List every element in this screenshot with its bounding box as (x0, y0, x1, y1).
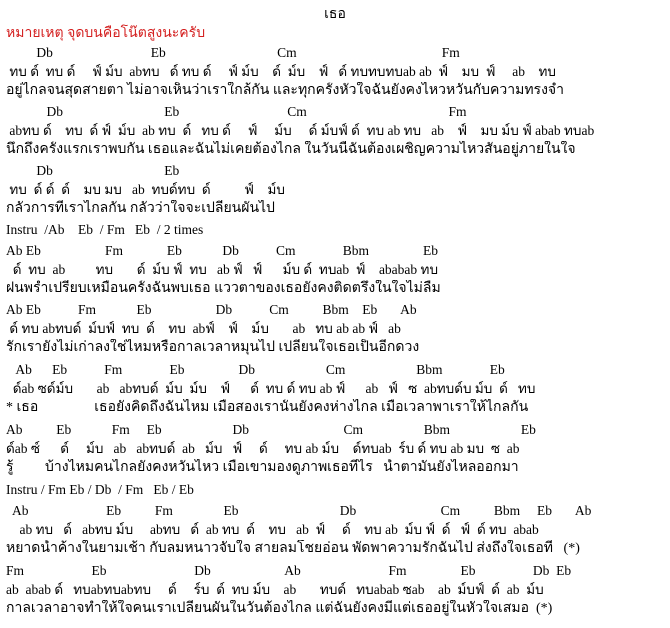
lyric-line: * เธอ เธอยังคิดถึงฉันไหม เมื่อสองเรานั้นยังคงห่างไกล เมื่อเวลาพาเราให้ไกลกัน (6, 400, 529, 415)
lyric-line: รู้ บ้างไหมคนไกลยังคงหวั่นไหว เมื่อเขามองดูภาพเธอที่ไร น้ำตามันยังไหลออกมา (6, 460, 519, 475)
chord-line: Ab Eb Fm Eb Db Cm Bbm Eb (6, 243, 439, 258)
note-line: ab abab ด์ ทบabทบabทบ ด์ ร์บ ด์ ทบ ม์บ ab ทบด์ ทบabab ซab ab ม์บฟ์ ด์ ab ม์บ (6, 582, 544, 597)
lyric-line: ฝนพร่ำเปรียบเหมือนครั้งฉันพบเธอ แววตาของเธอยังคงติดตรึงในใจไม่ลืม (6, 281, 441, 296)
note-line: ด์ab ซ์ ด์ ม์บ ab abทบด์ ab ม์บ ฟ์ ด์ ทบ ab ม์บ ด์ทบab ร์บ ด์ ทบ ab มบ ซ ab (6, 441, 520, 456)
lyric-line: หยาดน้ำค้างในยามเช้า กับลมหนาวจับใจ สายลมโชยอ่อน พัดพาความรักฉันไป ส่งถึงใจเธอที่ (*) (6, 541, 580, 556)
chord-line: Fm Eb Db Ab Fm Eb Db Eb (6, 563, 572, 578)
chord-line: Ab Eb Fm Eb Db Cm Bbm Eb (6, 362, 505, 377)
song-title: เธอ (324, 7, 346, 22)
note-line: ด์ab ซด์ม์บ ab abทบด์ ม์บ ม์บ ฟ์ ด์ ทบ ด์ ทบ ab ฟ์ ab ฟ์ ซ abทบด์บ ม์บ ด์ ทบ (6, 381, 536, 396)
chord-line: Ab Eb Fm Eb Db Cm Bbm Eb (6, 422, 536, 437)
instrumental-line: Instru / Fm Eb / Db / Fm Eb / Eb (6, 482, 194, 497)
note-line: ทบ ด์ ด์ ด์ มบ มบ ab ทบด์ทบ ด์ ฟ์ ม์บ (6, 182, 285, 197)
lyric-line: รักเรายังไม่เก่าลงใช่ไหมหรือกาลเวลาหมุนไป เปลี่ยนใจเธอเป็นอีกดวง (6, 340, 420, 355)
lyric-line: นึกถึงครั้งแรกเราพบกัน เธอและฉันไม่เคยต้องไกล ในวันนี้ฉันต้องเผชิญความไหวสั่นอยู่ภายในใจ (6, 142, 576, 157)
lyric-line: กาลเวลาอาจทำให้ใจคนเราเปลี่ยนผันในวันต้องไกล แต่ฉันยังคงมีแต่เธออยู่ในหัวใจเสมอ (*) (6, 601, 553, 616)
note-line: ด์ ทบ abทบด์ ม์บฟ์ ทบ ด์ ทบ abฟ์ ฟ์ ม์บ ab ทบ ab ab ฟ์ ab (6, 321, 401, 336)
chord-line: Db Eb (6, 163, 180, 178)
note-line: ทบ ด์ ทบ ด์ ฟ์ ม์บ abทบ ด์ ทบ ด์ ฟ์ ม์บ ด์ ม์บ ฟ์ ด์ ทบทบทบab ab ฟ์ มบ ฟ์ ab ทบ (6, 64, 556, 79)
note-line: ด์ ทบ ab ทบ ด์ ม์บ ฟ์ ทบ ab ฟ์ ฟ์ ม์บ ด์ ทบab ฟ์ ababab ทบ (6, 262, 439, 277)
note-text: หมายเหตุ จุดบนคือโน๊ตสูงนะครับ (6, 26, 206, 41)
lyric-line: อยู่ไกลจนสุดสายตา ไม่อาจเห็นว่าเราใกล้กัน และทุกครั้งหัวใจฉันยังคงไหวหวั่นกับความทรงจำ (6, 83, 564, 98)
chord-line: Db Eb Cm Fm (6, 45, 460, 60)
chord-line: Ab Eb Fm Eb Db Cm Bbm Eb Ab (6, 302, 417, 317)
note-line: ab ทบ ด์ abทบ ม์บ abทบ ด์ ab ทบ ด์ ทบ ab ฟ์ ด์ ทบ ab ม์บ ฟ์ ด์ ฟ์ ด์ ทบ abab (6, 522, 539, 537)
note-line: abทบ ด์ ทบ ด์ ฟ์ ม์บ ab ทบ ด์ ทบ ด์ ฟ์ ม์บ ด์ ม์บฟ์ ด์ ทบ ab ทบ ab ฟ์ มบ ม์บ ฟ์ abab ทบab (6, 123, 595, 138)
chord-line: Db Eb Cm Fm (6, 104, 467, 119)
instrumental-line: Instru /Ab Eb / Fm Eb / 2 times (6, 222, 204, 237)
chord-line: Ab Eb Fm Eb Db Cm Bbm Eb Ab (6, 503, 592, 518)
lyric-line: กลัวการที่เราไกลกัน กลัวว่าใจจะเปลี่ยนผันไป (6, 201, 275, 216)
